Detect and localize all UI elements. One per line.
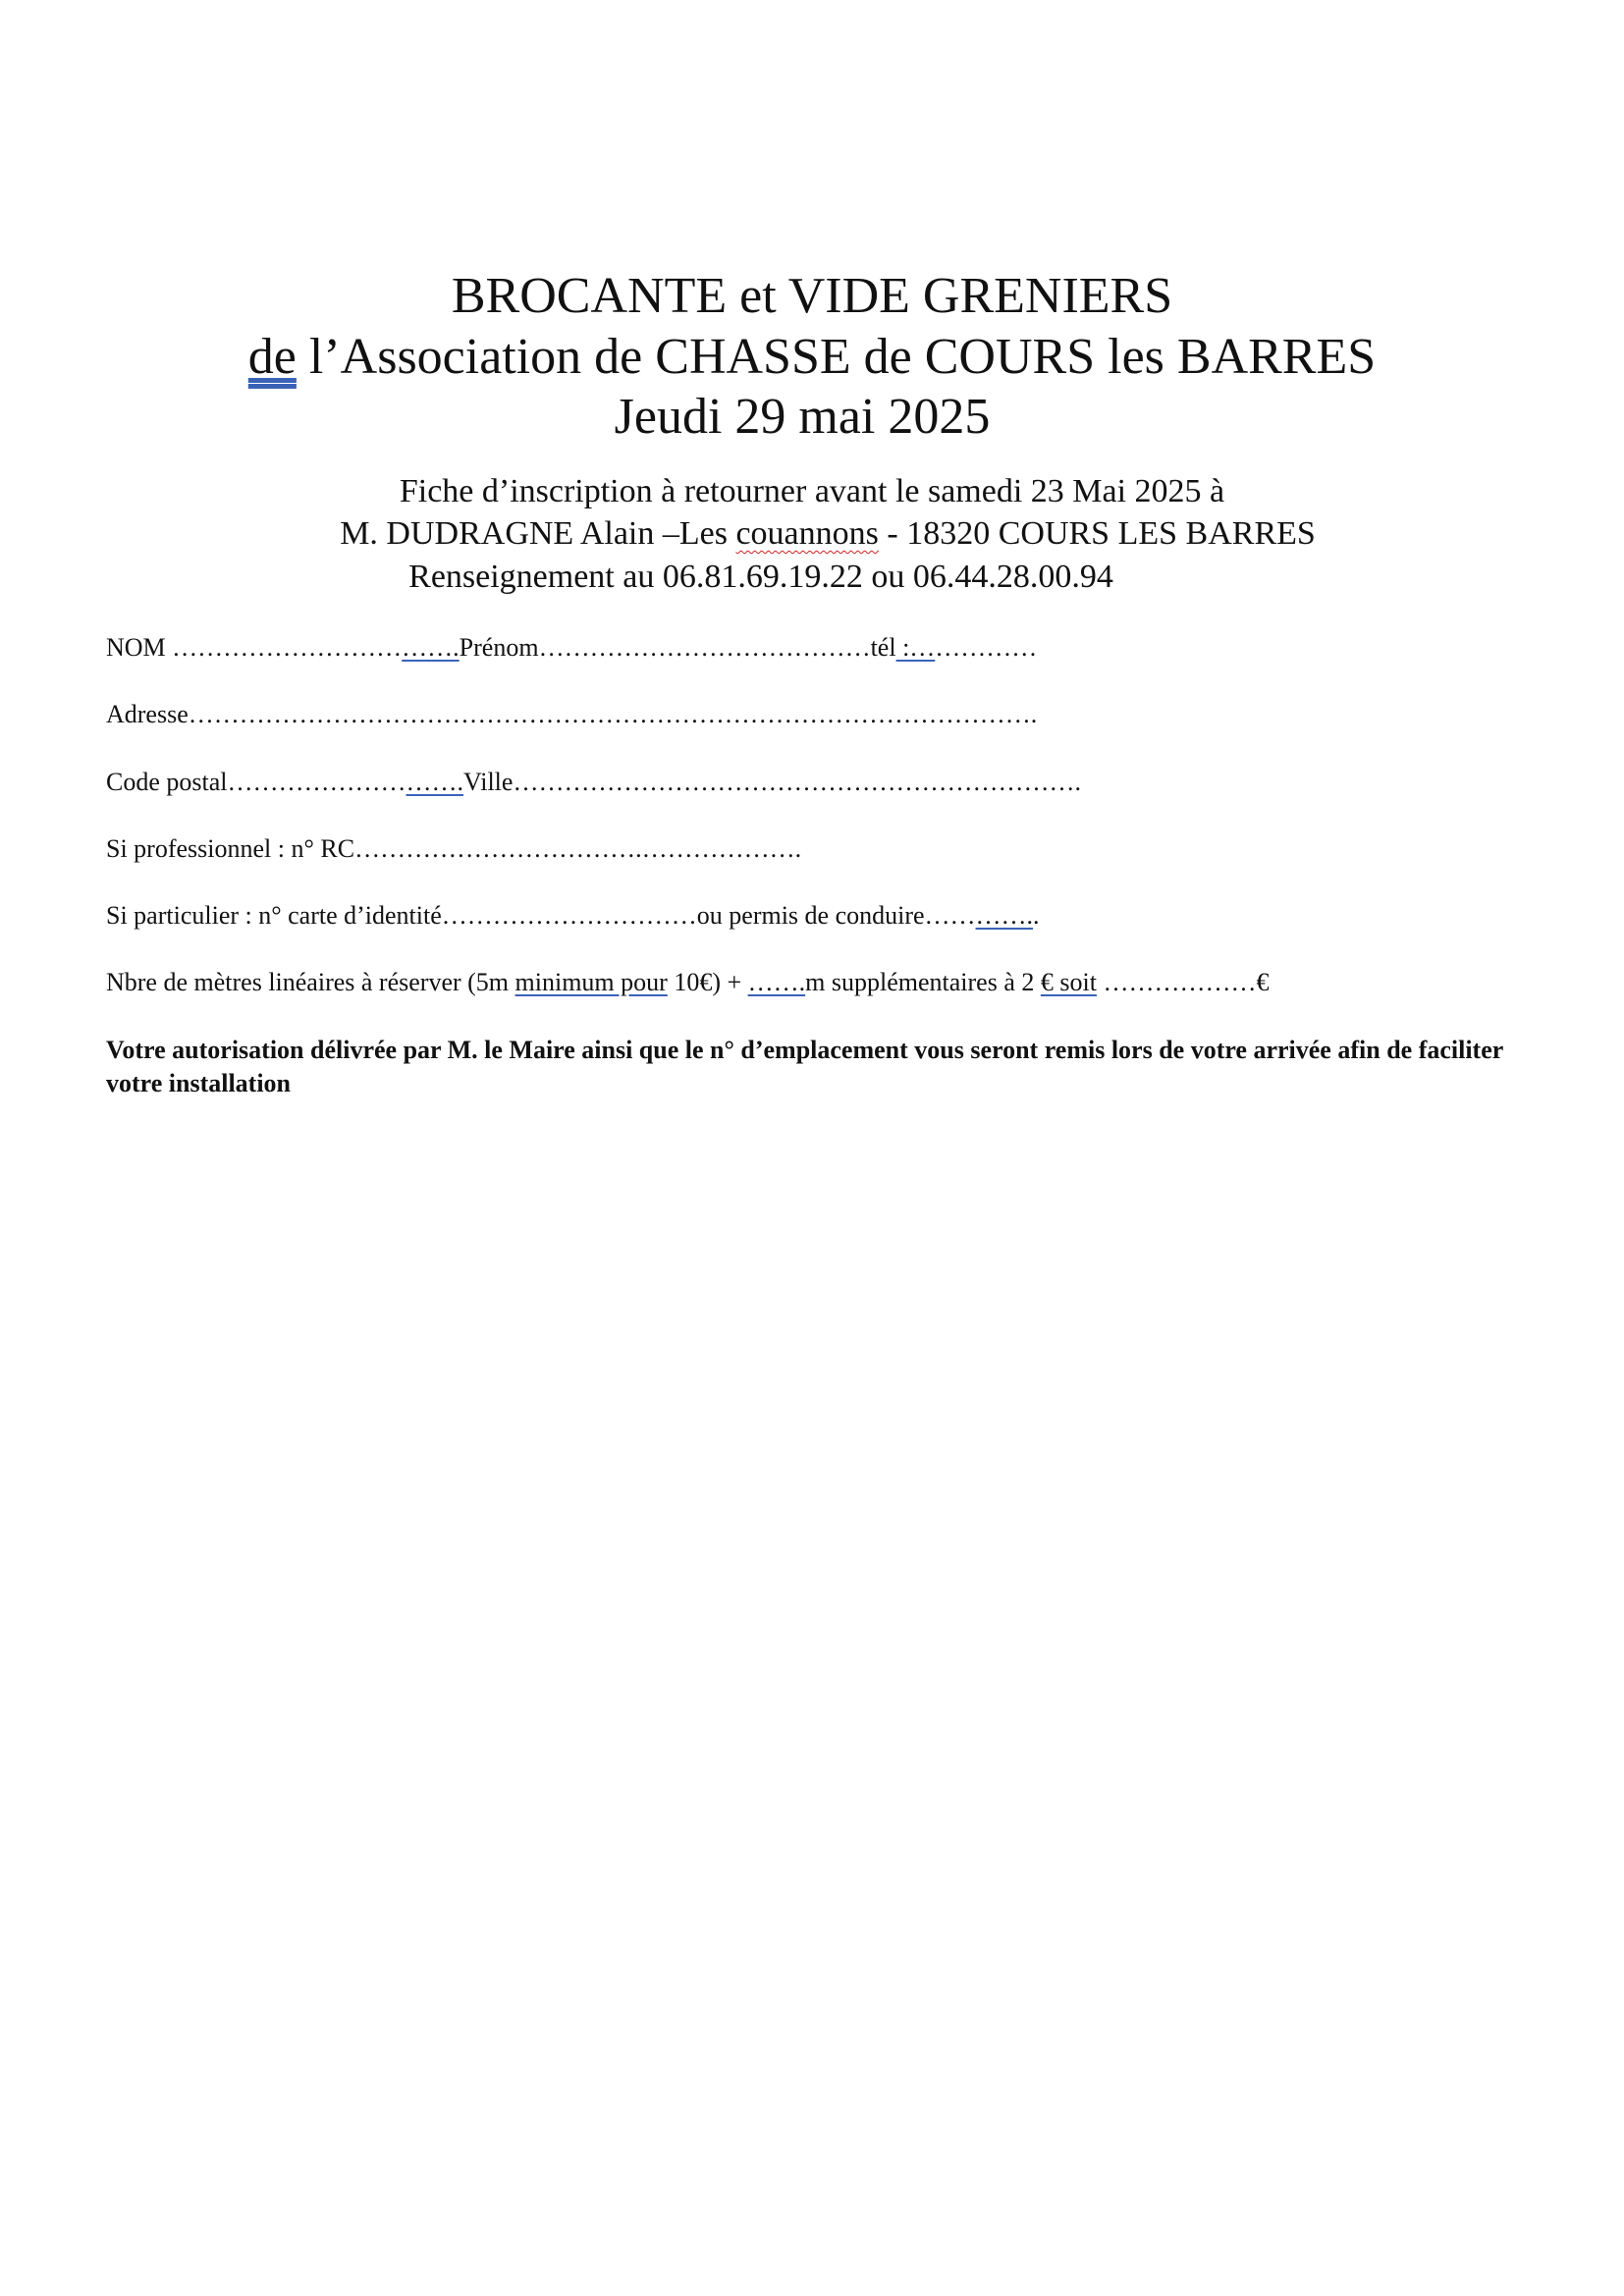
permis-period: . bbox=[1033, 901, 1040, 930]
rc-field[interactable]: …………………………….………………. bbox=[354, 834, 802, 863]
title-line-3 bbox=[0, 388, 1614, 447]
title-line-2 bbox=[0, 328, 1624, 387]
info-address-a: M. DUDRAGNE Alain –Les bbox=[340, 515, 736, 552]
code-postal-field-end[interactable]: ……. bbox=[406, 768, 463, 796]
notice-text: Votre autorisation délivrée par M. le Maire ainsi que le n° d’emplacement vous seront remis lors de votre arrivée afin de faciliter votre installation bbox=[106, 1036, 1503, 1097]
title-text: BROCANTE et VIDE GRENIERS bbox=[451, 268, 1173, 324]
metres-price: 10€) + bbox=[667, 968, 748, 996]
particulier-label: Si particulier : n° carte d’identité bbox=[106, 901, 442, 930]
total-field[interactable]: ………………€ bbox=[1096, 968, 1270, 996]
form-row-code-postal[interactable] bbox=[106, 767, 1081, 798]
tel-label: tél bbox=[870, 633, 896, 662]
tel-field-start[interactable]: :… bbox=[895, 633, 936, 662]
ville-label: Ville bbox=[463, 768, 514, 796]
carte-identite-field[interactable]: ………………………… bbox=[441, 901, 697, 930]
prenom-field[interactable]: ………………………………… bbox=[538, 633, 871, 662]
nom-label: NOM bbox=[106, 633, 173, 662]
info-line-1 bbox=[0, 471, 1624, 512]
info-address-c: - 18320 COURS LES BARRES bbox=[878, 515, 1316, 552]
code-postal-field[interactable]: ………………… bbox=[227, 768, 406, 796]
metres-extra-label: m supplémentaires à 2 bbox=[805, 968, 1041, 996]
code-postal-label: Code postal bbox=[106, 768, 228, 796]
form-row-professionnel[interactable] bbox=[106, 833, 801, 865]
event-date: Jeudi 29 mai 2025 bbox=[614, 389, 991, 445]
form-row-particulier[interactable] bbox=[106, 900, 1040, 932]
notice-paragraph bbox=[106, 1034, 1540, 1100]
adresse-field[interactable]: ………………………………………………………………………………………. bbox=[188, 700, 1038, 728]
info-address-place: couannons bbox=[735, 515, 879, 552]
metres-extra-field[interactable]: ……. bbox=[747, 968, 806, 996]
form-row-metres[interactable] bbox=[106, 967, 1269, 998]
info-line-2 bbox=[16, 513, 1624, 555]
metres-label: Nbre de mètres linéaires à réserver (5m bbox=[106, 968, 515, 996]
form-row-nom[interactable] bbox=[106, 632, 1037, 664]
title-line-1 bbox=[0, 267, 1624, 326]
adresse-label: Adresse bbox=[106, 700, 189, 728]
professionnel-label: Si professionnel : n° RC bbox=[106, 834, 355, 863]
metres-soit: € soit bbox=[1040, 968, 1097, 996]
info-phone: Renseignement au 06.81.69.19.22 ou 06.44.28.00.94 bbox=[408, 559, 1113, 595]
info-line-3 bbox=[0, 557, 1573, 598]
info-deadline: Fiche d’inscription à retourner avant le samedi 23 Mai 2025 à bbox=[399, 473, 1225, 509]
metres-minimum: minimum pour bbox=[514, 968, 668, 996]
prenom-label: Prénom bbox=[459, 633, 539, 662]
nom-field-end[interactable]: ……. bbox=[402, 633, 460, 662]
permis-label: ou permis de conduire bbox=[696, 901, 925, 930]
nom-field[interactable]: ……………………… bbox=[172, 633, 403, 662]
title-prefix: de bbox=[247, 329, 297, 385]
ville-field[interactable]: …………………………………………………………. bbox=[513, 768, 1081, 796]
form-row-adresse[interactable] bbox=[106, 699, 1037, 730]
permis-field-end[interactable]: ……. bbox=[975, 901, 1034, 930]
title-association: l’Association de CHASSE de COURS les BARRES bbox=[296, 329, 1377, 385]
tel-field[interactable]: ………… bbox=[935, 633, 1038, 662]
permis-field[interactable]: …… bbox=[924, 901, 976, 930]
